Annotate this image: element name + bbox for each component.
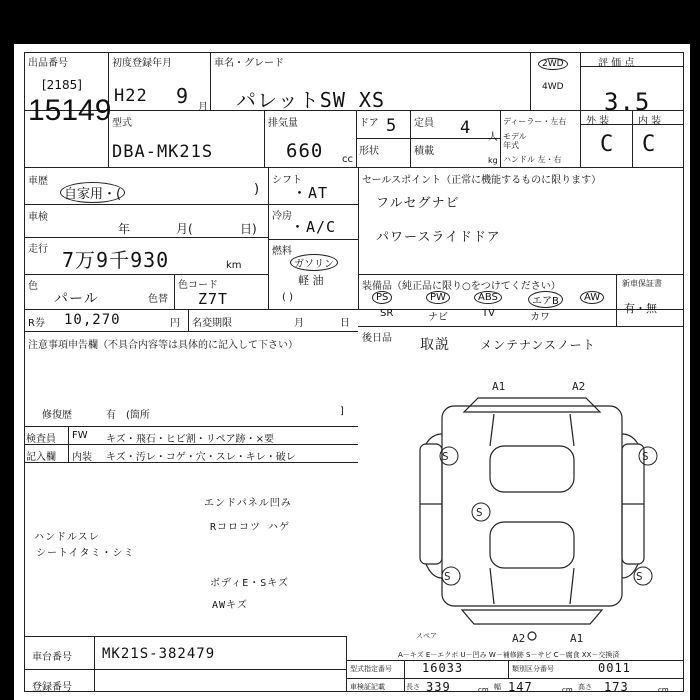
length-unit: cm — [478, 686, 489, 694]
repair-label: 修復歴 — [42, 410, 72, 421]
dealer-label: ディーラー・左右 — [503, 117, 567, 126]
recycle-label: R券 — [28, 318, 45, 329]
fuel-paren: ( ) — [282, 292, 293, 303]
class-label: 類別区分番号 — [512, 665, 554, 673]
history-end: ) — [254, 182, 260, 197]
inspector-interior-items: キズ・汚レ・コゲ・穴・スレ・キレ・破レ — [106, 452, 296, 463]
capacity-value: 4 — [460, 118, 472, 138]
repair-end: ] — [340, 406, 344, 417]
inspection-label: 車検 — [28, 212, 48, 223]
cargo-label: 積載 — [414, 146, 434, 157]
type-label: 型式 — [112, 118, 132, 129]
doors-value: 5 — [386, 116, 398, 136]
drive-4wd: 4WD — [542, 82, 564, 92]
inspection-day: 日) — [240, 222, 257, 236]
first-reg-label: 初度登録年月 — [112, 58, 172, 69]
type-spec-value: 16033 — [422, 661, 464, 675]
fuel-gasoline: ガソリン — [290, 254, 338, 271]
notes-label: 注意事項申告欄（不具合内容等は具体的に記入して下さい） — [28, 340, 298, 351]
mark-s-left-front: S — [442, 450, 449, 463]
chassis-value: MK21S-382479 — [102, 646, 216, 662]
score-label: 評 価 点 — [598, 58, 635, 69]
equipment-label: 装備品（純正品に限り○をつけてください） — [362, 281, 561, 292]
length-value: 339 — [426, 680, 451, 694]
color-value: パール — [54, 291, 99, 307]
inspector-fw-items: キズ・飛石・ヒビ割・リペア跡・×要 — [106, 434, 274, 445]
width-label: 幅 — [494, 683, 501, 691]
dims-label: 車検証記載 — [350, 683, 385, 691]
first-reg-month-unit: 月 — [198, 102, 208, 113]
sales-points-label: セールスポイント（正常に機能するものに限ります） — [362, 175, 602, 186]
interior-value: C — [642, 132, 657, 157]
repair-value: 有 — [106, 410, 116, 421]
capacity-label: 定員 — [414, 118, 434, 129]
auction-sheet — [14, 44, 690, 700]
mark-a2-front-right: A2 — [572, 380, 586, 393]
color-change-label: 色替 — [148, 294, 168, 305]
fuel-light-oil: 軽 油 — [298, 274, 324, 287]
displacement-label: 排気量 — [268, 118, 298, 129]
history-label: 車歴 — [28, 176, 48, 187]
type-value: DBA-MK21S — [112, 142, 214, 162]
shape-label: 形状 — [359, 146, 379, 157]
equip-airbag: エアB — [528, 291, 563, 308]
reg-label: 登録番号 — [32, 682, 72, 693]
sales-point-2: パワースライドドア — [376, 230, 501, 245]
height-value: 173 — [604, 680, 629, 694]
inspector-label-2: 記入欄 — [26, 452, 56, 463]
first-reg-month: 9 — [176, 84, 190, 108]
width-value: 147 — [508, 680, 533, 694]
model-label: 車名・グレード — [214, 58, 284, 69]
first-reg-era: H22 — [114, 86, 148, 106]
ac-label: 冷房 — [272, 211, 292, 222]
inspector-interior: 内装 — [72, 452, 92, 463]
note-line-5: ボディE・Sキズ — [210, 578, 290, 589]
class-value: 0011 — [598, 661, 631, 675]
name-change-month: 月 — [294, 318, 304, 329]
height-unit: cm — [658, 686, 669, 694]
docs-label: 後日品 — [362, 333, 392, 344]
cargo-unit: kg — [488, 156, 498, 165]
warranty-value: 有・無 — [624, 302, 657, 315]
shift-value: ・AT — [292, 184, 329, 202]
equip-navi: ナビ — [428, 312, 448, 323]
spare-label: スペア — [416, 632, 437, 640]
mark-s-right-front: S — [642, 450, 649, 463]
drive-2wd: 2WD — [538, 58, 568, 70]
score-value: 3.5 — [604, 88, 651, 116]
handle-label: ハンドル 左・右 — [503, 155, 562, 164]
equip-aw: AW — [580, 291, 604, 304]
height-label: 高さ — [578, 683, 592, 691]
inspector-fw: FW — [72, 430, 88, 441]
length-label: 長さ — [406, 683, 420, 691]
mark-a1-rear: A1 — [570, 632, 584, 644]
ac-value: ・A/C — [290, 218, 337, 236]
equip-abs: ABS — [474, 291, 502, 304]
equip-leather: カワ — [530, 312, 550, 323]
sales-point-1: フルセグナビ — [376, 196, 460, 211]
color-label: 色 — [28, 281, 38, 292]
inspection-month: 月( — [176, 222, 193, 236]
name-change-label: 名変期限 — [192, 318, 232, 329]
recycle-unit: 円 — [170, 318, 180, 329]
width-unit: cm — [562, 686, 573, 694]
color-code-label: 色コード — [178, 280, 218, 291]
equip-pw: PW — [426, 291, 450, 304]
shift-label: シフト — [272, 175, 302, 186]
type-spec-label: 型式指定番号 — [350, 665, 392, 673]
diagram-legend: A－キズ E－エクボ U－凹み W－補修跡 S－サビ C－腐食 XX－交換済 — [398, 651, 620, 659]
mark-s-right-rear: S — [636, 570, 643, 583]
doors-label: ドア — [359, 118, 379, 129]
car-diagram — [404, 374, 664, 644]
mark-s-center: S — [476, 506, 483, 519]
color-code-value: Z7T — [198, 290, 229, 308]
note-line-6: AWキズ — [212, 600, 248, 611]
equip-ps: PS — [372, 291, 392, 304]
mark-a1-front-left: A1 — [492, 380, 506, 393]
inspector-label-1: 検査員 — [26, 434, 56, 445]
inspection-year: 年 — [118, 222, 131, 236]
capacity-unit: 人 — [488, 132, 498, 143]
note-line-3: ハンドルスレ — [34, 532, 100, 543]
repair-parts: (箇所 — [126, 410, 150, 421]
model-name: パレットSW XS — [236, 88, 386, 112]
displacement-value: 660 — [286, 140, 324, 162]
chassis-label: 車台番号 — [32, 652, 72, 663]
exterior-label: 外 装 — [586, 116, 610, 127]
note-line-4: シートイタミ・シミ — [36, 548, 135, 559]
interior-label: 内 装 — [638, 116, 662, 127]
mileage-value: 7万9千930 — [62, 248, 170, 272]
mileage-unit: km — [226, 260, 242, 271]
mark-a2-rear: A2 — [512, 632, 526, 644]
warranty-label: 新車保証書 — [622, 279, 662, 288]
name-change-day: 日 — [340, 318, 350, 329]
lot-sub: [2185] — [42, 78, 82, 92]
displacement-unit: cc — [342, 154, 353, 165]
note-line-1: エンドパネル凹み — [204, 498, 292, 509]
exterior-value: C — [600, 132, 615, 157]
lot-label: 出品番号 — [28, 58, 68, 69]
recycle-value: 10,270 — [64, 312, 121, 328]
equip-sr: SR — [380, 308, 394, 319]
modelyear-label: モデル年式 — [503, 132, 527, 150]
note-line-2: Rコロコツ ハゲ — [210, 522, 291, 533]
history-value: 自家用・( — [60, 182, 125, 203]
docs-value-2: メンテナンスノート — [480, 338, 596, 352]
mark-s-left-rear: S — [444, 570, 451, 583]
fuel-label: 燃料 — [272, 246, 292, 257]
mileage-label: 走行 — [28, 244, 48, 255]
equip-tv: TV — [482, 308, 495, 319]
docs-value-1: 取説 — [420, 337, 450, 353]
lot-number: 15149 — [28, 94, 112, 127]
